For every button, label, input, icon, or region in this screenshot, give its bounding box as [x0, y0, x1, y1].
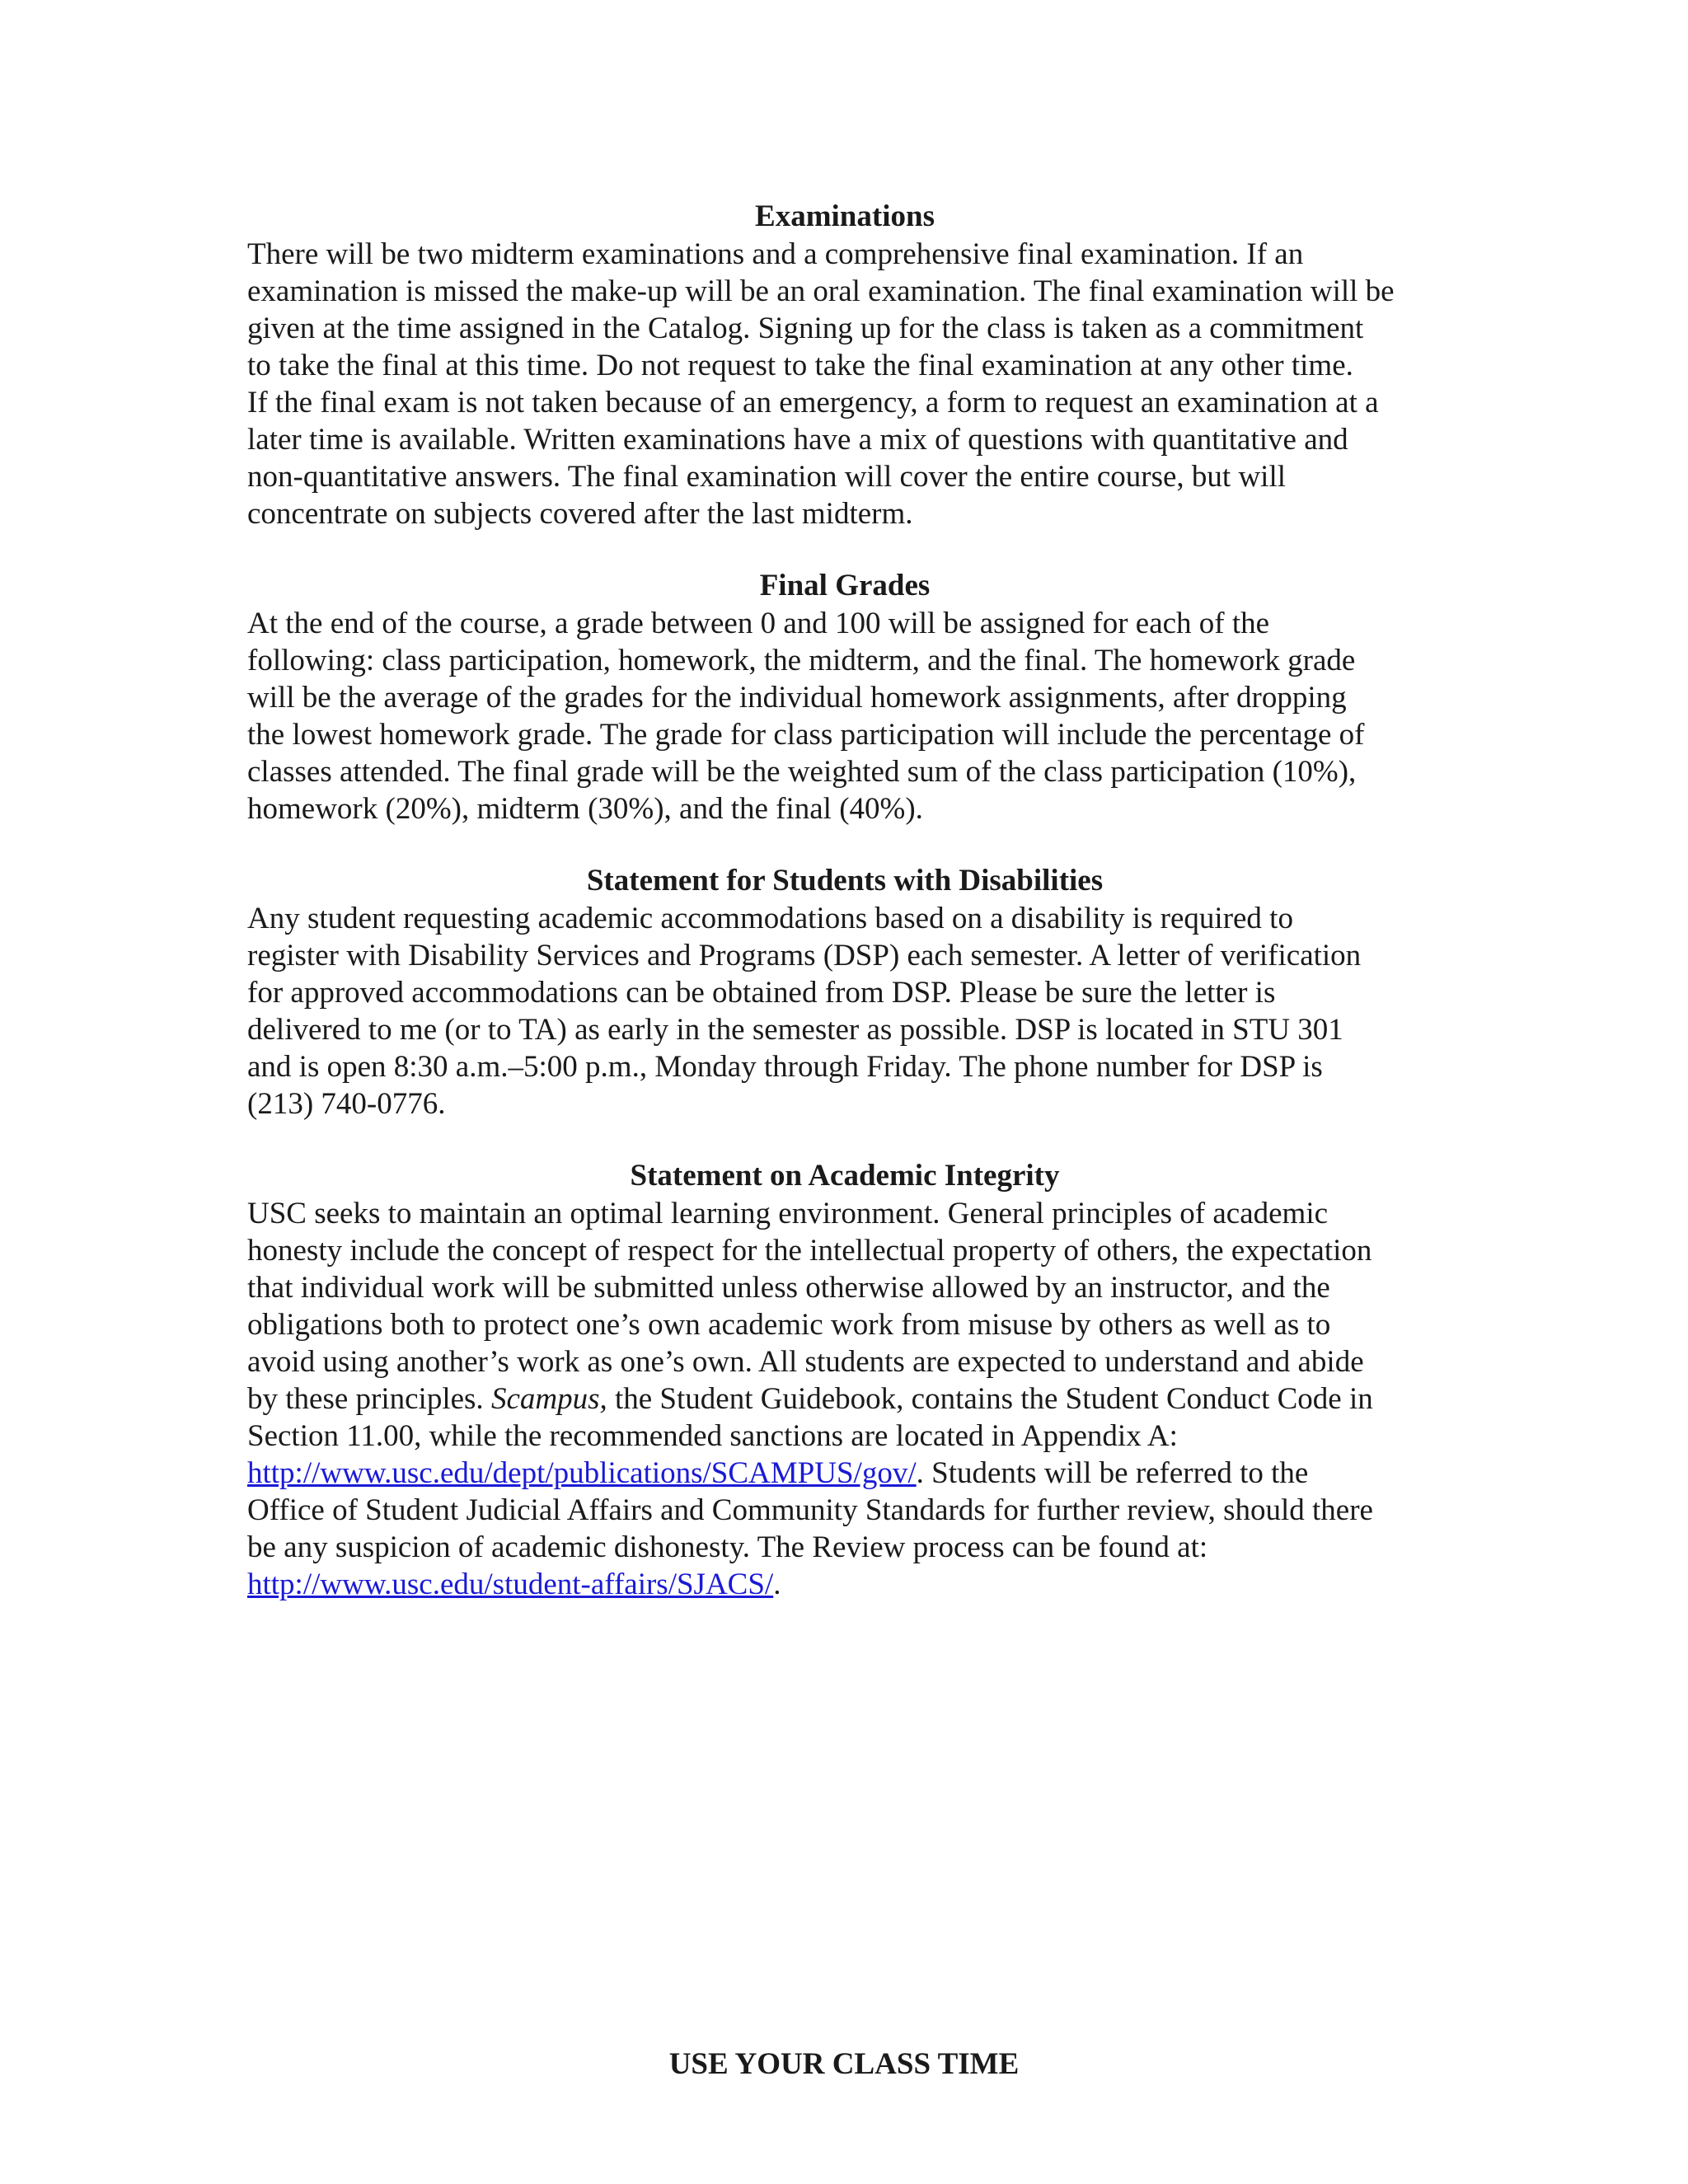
section-body-final-grades [247, 605, 1442, 827]
text-line: examination is missed the make-up will be an oral examination. The final examination will be [247, 274, 1395, 308]
text-line: There will be two midterm examinations and a comprehensive final examination. If an [247, 237, 1304, 271]
scampus-link[interactable]: http://www.usc.edu/dept/publications/SCAMPUS/gov/ [247, 1456, 917, 1490]
text-line: honesty include the concept of respect for the intellectual property of others, the expectation [247, 1234, 1372, 1268]
text-segment: . [773, 1568, 781, 1601]
text-line: homework (20%), midterm (30%), and the final (40%). [247, 792, 923, 826]
text-line: delivered to me (or to TA) as early in the semester as possible. DSP is located in STU 301 [247, 1013, 1343, 1047]
text-line [247, 1380, 1442, 1418]
text-line: Office of Student Judicial Affairs and Community Standards for further review, should there [247, 1493, 1373, 1527]
text-line: and is open 8:30 a.m.–5:00 p.m., Monday through Friday. The phone number for DSP is [247, 1050, 1323, 1084]
section-body-academic-integrity [247, 1195, 1442, 1603]
footer-heading: USE YOUR CLASS TIME [668, 2047, 1020, 2081]
text-segment: by these principles. [247, 1382, 491, 1416]
document-page [247, 198, 1442, 1603]
sjacs-link[interactable]: http://www.usc.edu/student-affairs/SJACS/ [247, 1568, 774, 1601]
text-line: obligations both to protect one’s own academic work from misuse by others as well as to [247, 1308, 1331, 1342]
text-line: At the end of the course, a grade between 0 and 100 will be assigned for each of the [247, 607, 1270, 640]
section-title-final-grades: Final Grades [759, 569, 931, 602]
text-line: Section 11.00, while the recommended sanctions are located in Appendix A: [247, 1419, 1178, 1453]
section-title-disabilities: Statement for Students with Disabilities [586, 864, 1104, 898]
text-line: Any student requesting academic accommodations based on a disability is required to [247, 902, 1293, 935]
section-title-academic-integrity: Statement on Academic Integrity [630, 1159, 1060, 1193]
scampus-title: Scampus, [490, 1382, 607, 1416]
text-segment: the Student Guidebook, contains the Student Conduct Code in [607, 1382, 1373, 1416]
text-line: that individual work will be submitted unless otherwise allowed by an instructor, and the [247, 1271, 1330, 1305]
text-line: USC seeks to maintain an optimal learning environment. General principles of academic [247, 1197, 1329, 1230]
text-line: avoid using another’s work as one’s own. All students are expected to understand and abide [247, 1345, 1364, 1379]
text-line: following: class participation, homework, the midterm, and the final. The homework grade [247, 644, 1356, 677]
text-line: register with Disability Services and Programs (DSP) each semester. A letter of verification [247, 939, 1362, 972]
text-line: (213) 740-0776. [247, 1087, 446, 1121]
text-line: the lowest homework grade. The grade for class participation will include the percentage of [247, 718, 1365, 752]
section-body-disabilities [247, 900, 1442, 1122]
text-line: be any suspicion of academic dishonesty. The Review process can be found at: [247, 1530, 1208, 1564]
text-line: classes attended. The final grade will be the weighted sum of the class participation (10%), [247, 755, 1357, 789]
text-line: non-quantitative answers. The final examination will cover the entire course, but will [247, 460, 1287, 494]
text-line: If the final exam is not taken because of an emergency, a form to request an examination at a [247, 386, 1379, 419]
text-line: to take the final at this time. Do not request to take the final examination at any other time. [247, 349, 1353, 382]
text-line: concentrate on subjects covered after the last midterm. [247, 497, 913, 531]
text-segment: . Students will be referred to the [916, 1456, 1309, 1490]
text-line: later time is available. Written examinations have a mix of questions with quantitative and [247, 423, 1348, 457]
section-title-examinations: Examinations [755, 199, 935, 233]
text-line [247, 1566, 1442, 1603]
text-line: for approved accommodations can be obtained from DSP. Please be sure the letter is [247, 976, 1276, 1010]
text-line: given at the time assigned in the Catalog. Signing up for the class is taken as a commitment [247, 312, 1364, 345]
text-line [247, 1455, 1442, 1492]
text-line: will be the average of the grades for the individual homework assignments, after dropping [247, 681, 1347, 715]
section-body-examinations [247, 236, 1442, 532]
